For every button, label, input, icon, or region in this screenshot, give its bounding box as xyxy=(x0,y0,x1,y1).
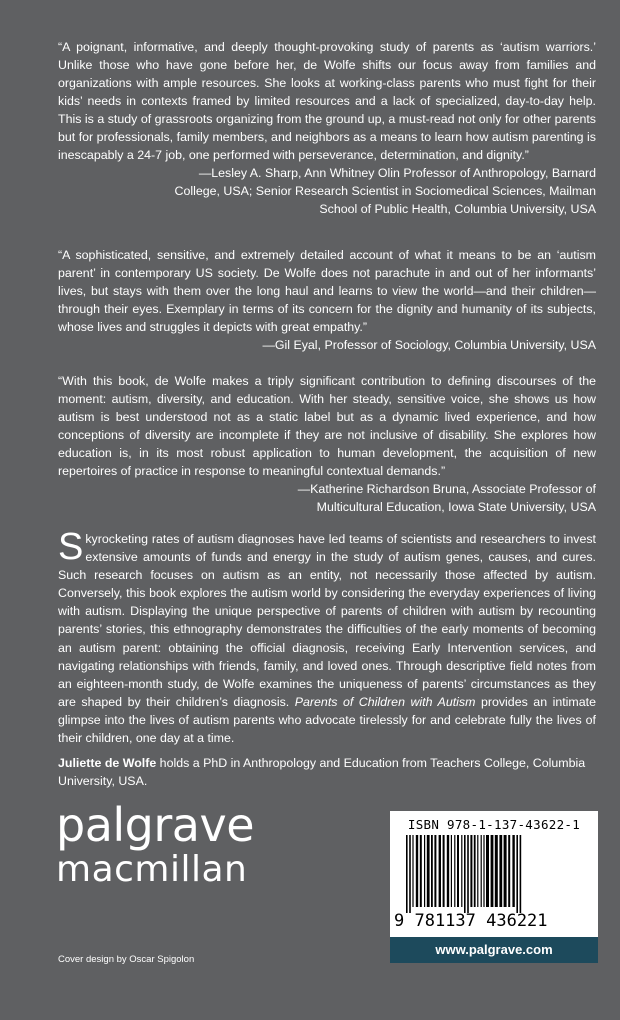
barcode-bar xyxy=(416,835,418,907)
logo-line-macmillan: macmillan xyxy=(56,849,248,890)
author-bio-text: holds a PhD in Anthropology and Education from Teachers College, Columbia University, USA. xyxy=(58,756,586,788)
author-name: Juliette de Wolfe xyxy=(58,756,157,770)
barcode-bars xyxy=(406,835,582,913)
barcode-bar xyxy=(516,835,518,913)
quote-text: “With this book, de Wolfe makes a triply significant contribution to defining discourses of the moment: autism, diversity, and education. With her steady, sensitive voice, she shows us how autism is best understood not as a static label but as a dynamic lived experience, and how conceptions of diversity are incomplete if they are not inclusive of disability. She explores how education is, in its most robust application to human development, the acquisition of new repertoires of practice in response to meaningful contextual demands.” xyxy=(58,374,596,478)
barcode-bar xyxy=(409,835,411,913)
publisher-logo xyxy=(56,800,254,890)
barcode-bar xyxy=(439,835,441,907)
barcode-bar xyxy=(481,835,482,907)
barcode-bar xyxy=(451,835,452,907)
barcode-bar xyxy=(412,835,413,907)
endorsement-quote-3 xyxy=(58,372,596,516)
barcode-bar xyxy=(491,835,494,907)
barcode-bar xyxy=(508,835,510,907)
book-title-italic: Parents of Children with Autism xyxy=(294,694,476,709)
drop-cap: S xyxy=(58,526,84,568)
barcode-bar xyxy=(504,835,507,907)
barcode-bar xyxy=(427,835,430,907)
quote-attribution: —Lesley A. Sharp, Ann Whitney Olin Professor of Anthropology, Barnard College, USA; Senior Research Scientist in Sociomedical Sciences, Mailman School of Public Health, Columbia University, USA xyxy=(174,166,596,216)
barcode-bar xyxy=(406,835,408,913)
logo-line-palgrave: palgrave xyxy=(56,798,254,852)
book-description xyxy=(58,526,596,747)
barcode-bar xyxy=(474,835,476,907)
quote-attribution: —Gil Eyal, Professor of Sociology, Columbia University, USA xyxy=(262,338,596,352)
barcode-bar xyxy=(434,835,436,907)
barcode-bar xyxy=(424,835,425,907)
isbn-digits: 9 781137 436221 xyxy=(394,911,548,931)
barcode-box xyxy=(390,811,598,937)
barcode-bar xyxy=(464,835,466,913)
barcode-bar xyxy=(512,835,514,907)
endorsement-quote-2 xyxy=(58,246,596,354)
barcode-bar xyxy=(470,835,472,907)
barcode-bar xyxy=(420,835,422,907)
cover-design-credit: Cover design by Oscar Spigolon xyxy=(58,954,195,965)
quote-text: “A sophisticated, sensitive, and extremely detailed account of what it means to be an ‘autism parent’ in contemporary US society. De Wolfe does not parachute in and out of her informants’ lives, but stays with them over the long haul and learns to view the world—and their children—through their eyes. Exemplary in terms of its concern for the dignity and humanity of its subjects, whose lives and struggles it depicts with great empathy.” xyxy=(58,248,596,334)
barcode-bar xyxy=(477,835,478,907)
barcode-bar xyxy=(431,835,433,907)
barcode-bar xyxy=(483,835,484,907)
barcode-bar xyxy=(447,835,449,907)
barcode-bar xyxy=(457,835,459,907)
endorsement-quote-1 xyxy=(58,38,596,218)
barcode-bar xyxy=(461,835,462,907)
barcode-bar xyxy=(486,835,489,907)
barcode-bar xyxy=(443,835,445,907)
description-text-start: kyrocketing rates of autism diagnoses have led teams of scientists and researchers to invest extensive amounts of funds and energy in the study of autism genes, causes, and cures. Such research focuses on autism as an entity, not necessarily those affected by autism. Conversely, this book explores the autism world by considering the everyday experiences of living with autism. Displaying the unique perspective of parents of children with autism by recounting parents’ stories, this ethnography demonstrates the difficulties of the early moments of becoming an autism parent: obtaining the official diagnosis, receiving Early Intervention services, and navigating relationships with friends, family, and loved ones. Through descriptive field notes from an eighteen-month study, de Wolfe examines the uniqueness of parents’ circumstances as they are shaped by their children’s diagnosis. xyxy=(58,532,596,709)
description-text-end: provides an intimate glimpse into the lives of autism parents who advocate tirelessly for and celebrate fully the lives of their children, one day at a time. xyxy=(58,694,596,746)
barcode-bar xyxy=(467,835,469,913)
barcode-bar xyxy=(499,835,502,907)
isbn-label: ISBN 978-1-137-43622-1 xyxy=(407,817,581,832)
barcode-bar xyxy=(520,835,522,913)
author-bio xyxy=(58,754,596,790)
quote-attribution: —Katherine Richardson Bruna, Associate Professor of Multicultural Education, Iowa State University, USA xyxy=(297,482,596,514)
barcode-bar xyxy=(495,835,498,907)
barcode-bar xyxy=(454,835,455,907)
publisher-website: www.palgrave.com xyxy=(390,937,598,963)
quote-text: “A poignant, informative, and deeply thought-provoking study of parents as ‘autism warriors.’ Unlike those who have gone before her, de Wolfe shifts our focus away from families and organizations with ample resources. She looks at working-class parents who must fight for their kids’ needs in contexts framed by limited resources and a lack of specialized, day-to-day help. This is a study of grassroots organizing from the ground up, a must-read not only for other parents but for professionals, family members, and neighbors as a means to learn how autism parenting is inescapably a 24-7 job, one performed with perseverance, determination, and dignity.” xyxy=(58,40,596,162)
